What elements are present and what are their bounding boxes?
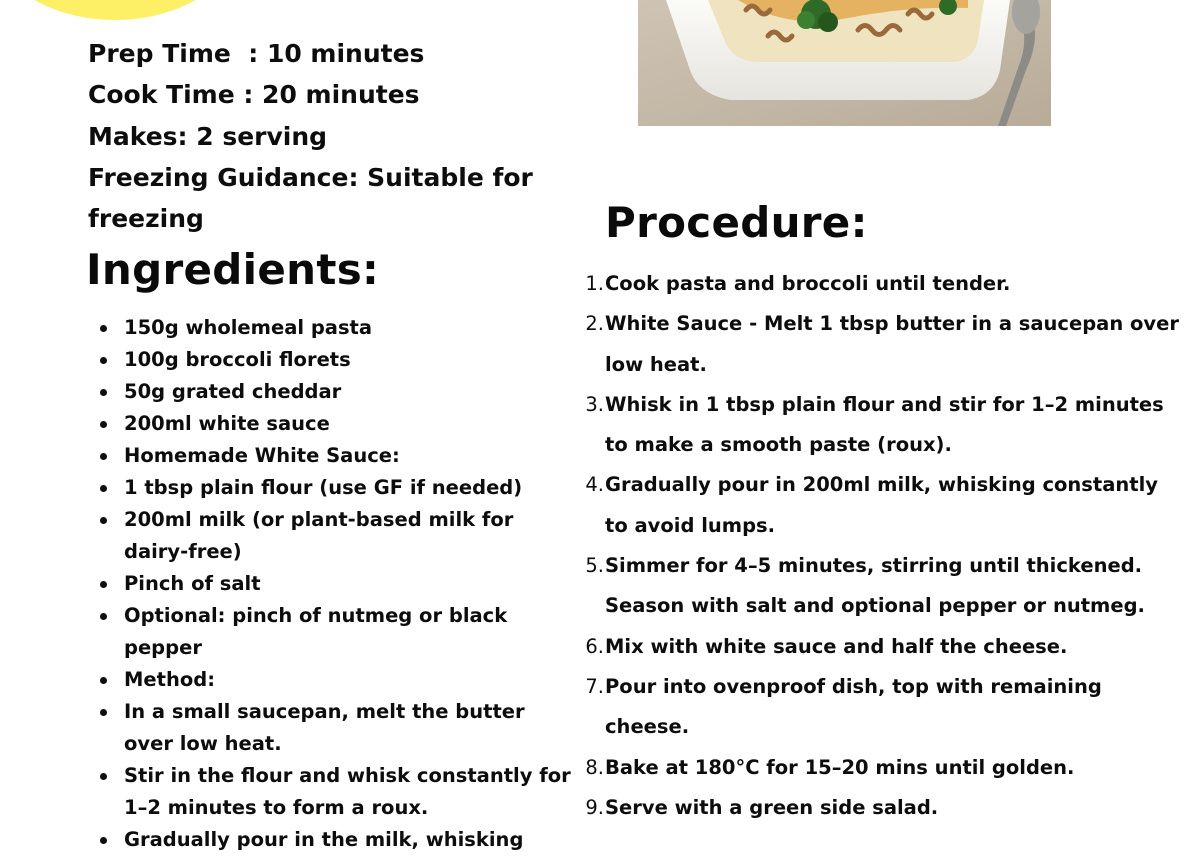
- list-item: [96, 664, 576, 696]
- step-number: 8.: [585, 755, 604, 779]
- bullet-icon: [100, 421, 107, 428]
- bullet-icon: [100, 709, 107, 716]
- list-item: [96, 344, 576, 376]
- list-item: [580, 748, 1180, 788]
- step-text: Bake at 180°C for 15–20 mins until golden.: [605, 755, 1075, 779]
- bullet-icon: [100, 357, 107, 364]
- procedure-list: [580, 264, 1180, 828]
- list-item: [96, 504, 576, 568]
- ingredient-text: In a small saucepan, melt the butter over low heat.: [124, 700, 525, 755]
- bullet-icon: [100, 325, 107, 332]
- ingredient-text: Stir in the flour and whisk constantly for 1–2 minutes to form a roux.: [124, 764, 571, 819]
- ingredients-heading: Ingredients:: [86, 245, 380, 294]
- decorative-yellow-circle: [0, 0, 240, 20]
- list-item: [580, 546, 1180, 627]
- recipe-meta: [88, 33, 548, 239]
- step-number: 2.: [585, 312, 604, 336]
- bullet-icon: [100, 517, 107, 524]
- ingredient-text: Homemade White Sauce:: [124, 444, 400, 467]
- list-item: [96, 312, 576, 344]
- step-text: Gradually pour in 200ml milk, whisking constantly to avoid lumps.: [605, 473, 1158, 537]
- ingredient-text: Optional: pinch of nutmeg or black pepper: [124, 604, 508, 659]
- bullet-icon: [100, 837, 107, 844]
- list-item: [96, 440, 576, 472]
- bullet-icon: [100, 613, 107, 620]
- list-item: [580, 667, 1180, 748]
- step-text: Cook pasta and broccoli until tender.: [605, 272, 1011, 295]
- bullet-icon: [100, 453, 107, 460]
- bullet-icon: [100, 485, 107, 492]
- ingredient-text: 100g broccoli florets: [124, 348, 351, 371]
- step-text: Serve with a green side salad.: [605, 795, 939, 819]
- ingredient-text: Method:: [124, 668, 215, 691]
- procedure-heading: Procedure:: [605, 198, 868, 247]
- step-number: 5.: [585, 554, 604, 578]
- ingredient-text: 200ml milk (or plant-based milk for dairy-free): [124, 508, 514, 563]
- list-item: [96, 472, 576, 504]
- step-number: 3.: [585, 392, 604, 416]
- list-item: [580, 465, 1180, 546]
- ingredients-list: [96, 312, 576, 856]
- ingredient-text: 150g wholemeal pasta: [124, 316, 373, 339]
- list-item: [580, 264, 1180, 304]
- list-item: [96, 696, 576, 760]
- step-number: 6.: [585, 634, 604, 658]
- cook-time: Cook Time : 20 minutes: [88, 80, 420, 110]
- ingredient-text: 1 tbsp plain flour (use GF if needed): [124, 476, 523, 499]
- list-item: [96, 824, 576, 856]
- step-text: Pour into ovenproof dish, top with remaining cheese.: [605, 674, 1102, 739]
- bullet-icon: [100, 677, 107, 684]
- list-item: [96, 408, 576, 440]
- step-number: 1.: [585, 272, 604, 295]
- ingredient-text: 200ml white sauce: [124, 412, 330, 435]
- list-item: [580, 304, 1180, 385]
- ingredient-text: Gradually pour in the milk, whisking: [124, 828, 524, 851]
- list-item: [96, 568, 576, 600]
- bullet-icon: [100, 773, 107, 780]
- list-item: [96, 600, 576, 664]
- ingredient-text: 50g grated cheddar: [124, 380, 342, 403]
- baked-pasta-photo: [638, 0, 1051, 126]
- step-number: 4.: [585, 473, 604, 497]
- step-text: Whisk in 1 tbsp plain flour and stir for 1–2 minutes to make a smooth paste (roux).: [605, 392, 1164, 457]
- list-item: [96, 376, 576, 408]
- bullet-icon: [100, 389, 107, 396]
- servings: Makes: 2 serving: [88, 121, 328, 151]
- pasta-bake-illustration: [638, 0, 1051, 126]
- list-item: [580, 788, 1180, 828]
- list-item: [580, 385, 1180, 466]
- step-text: Mix with white sauce and half the cheese.: [605, 634, 1068, 658]
- step-text: White Sauce - Melt 1 tbsp butter in a saucepan over low heat.: [605, 312, 1179, 376]
- freezing-guidance: Freezing Guidance: Suitable for freezing: [88, 162, 542, 234]
- prep-time: Prep Time : 10 minutes: [88, 39, 425, 68]
- step-text: Simmer for 4–5 minutes, stirring until thickened. Season with salt and optional pepper or nutmeg.: [605, 554, 1145, 618]
- step-number: 7.: [585, 674, 604, 698]
- ingredient-text: Pinch of salt: [124, 572, 261, 595]
- list-item: [96, 760, 576, 824]
- step-number: 9.: [585, 795, 604, 819]
- list-item: [580, 627, 1180, 667]
- bullet-icon: [100, 581, 107, 588]
